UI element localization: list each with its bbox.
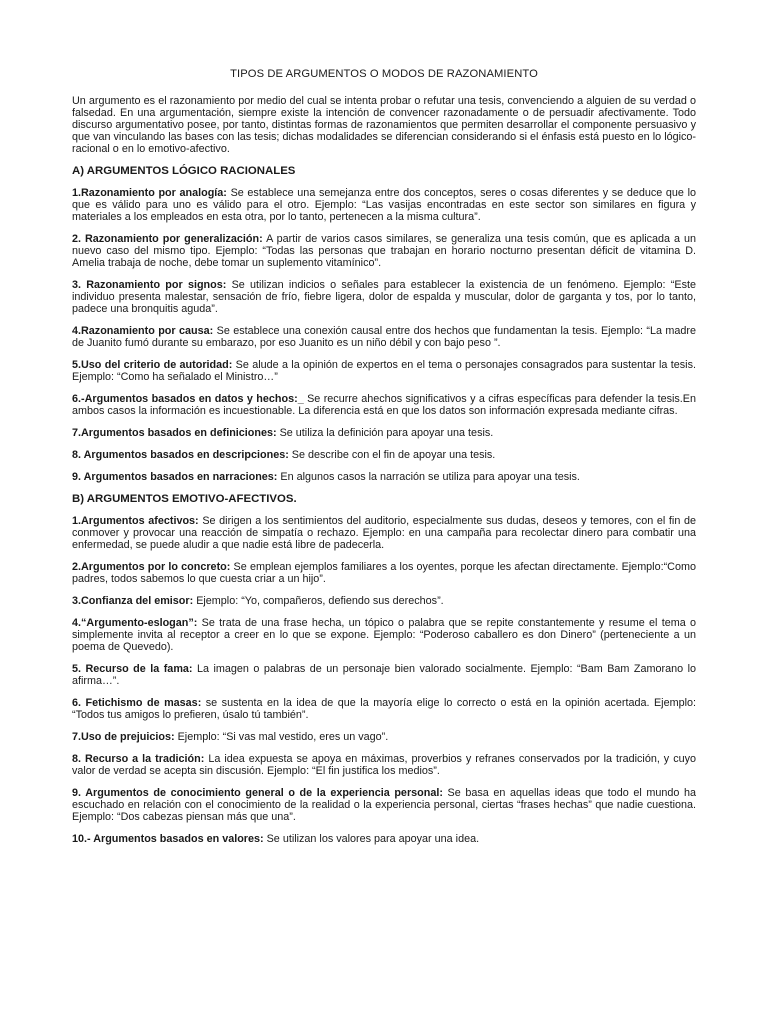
item-text: Se utiliza la definición para apoyar una tesis.	[276, 427, 494, 439]
item-text: Se alude a la opinión de expertos en el tema o personajes consagrados para sustentar la tesis. Ejemplo: “Como ha señalado el Ministro…”	[72, 359, 696, 383]
item-tradicion	[72, 753, 696, 777]
item-autoridad	[72, 359, 696, 383]
item-label: 9. Argumentos de conocimiento general o de la experiencia personal:	[72, 787, 443, 799]
item-text: Se establece una semejanza entre dos conceptos, seres o cosas diferentes y se deduce que lo que es válido para uno es válido para el otro. Ejemplo: “Las vasijas encontradas en este sector son similares en figura y materiales a los empleados en esta otra, por lo tanto, pertenecen a la misma cultura”.	[72, 187, 696, 223]
section-logico-racionales	[72, 165, 696, 483]
item-fetichismo-masas	[72, 697, 696, 721]
item-text: Se describe con el fin de apoyar una tesis.	[288, 449, 496, 461]
item-label: 2.Argumentos por lo concreto:	[72, 561, 231, 573]
item-conocimiento-general	[72, 787, 696, 823]
item-definiciones	[72, 427, 696, 439]
item-analogia	[72, 187, 696, 223]
item-label: 7.Argumentos basados en definiciones:	[72, 427, 277, 439]
item-text: Se emplean ejemplos familiares a los oyentes, porque les afectan directamente. Ejemplo:“Como padres, todos sabemos lo que cuesta criar a un hijo”.	[72, 561, 696, 585]
item-datos-hechos	[72, 393, 696, 417]
document-title: TIPOS DE ARGUMENTOS O MODOS DE RAZONAMIENTO	[230, 68, 538, 80]
item-text: Se establece una conexión causal entre dos hechos que fundamentan la tesis. Ejemplo: “La madre de Juanito fumó durante su embarazo, por eso Juanito es un niño débil y con bajo peso ”.	[72, 325, 696, 349]
item-narraciones	[72, 471, 696, 483]
item-label: 5.Uso del criterio de autoridad:	[72, 359, 233, 371]
item-prejuicios	[72, 731, 696, 743]
item-label: 3.Confianza del emisor:	[72, 595, 194, 607]
item-label: 7.Uso de prejuicios:	[72, 731, 175, 743]
item-label: 6. Fetichismo de masas:	[72, 697, 202, 709]
item-label: 10.- Argumentos basados en valores:	[72, 833, 264, 845]
item-label: 5. Recurso de la fama:	[72, 663, 193, 675]
item-text: Se recurre ahechos significativos y a cifras específicas para defender la tesis.En ambos casos la información es incuestionable. La diferencia está en que los datos son información expresada mediante cifras.	[72, 393, 696, 417]
item-label: 1.Razonamiento por analogía:	[72, 187, 227, 199]
item-text: Se utilizan indicios o señales para establecer la existencia de un fenómeno. Ejemplo: “Este individuo presenta malestar, sensación de frío, fiebre ligera, dolor de espalda y muscular, dolor de garganta y tos, por lo tanto, padece una bronquitis aguda”.	[72, 279, 697, 315]
item-text: En algunos casos la narración se utiliza para apoyar una tesis.	[277, 471, 580, 483]
section-heading-a: A) ARGUMENTOS LÓGICO RACIONALES	[72, 165, 296, 177]
item-label: 8. Argumentos basados en descripciones:	[72, 449, 289, 461]
item-text: La imagen o palabras de un personaje bien valorado socialmente. Ejemplo: “Bam Bam Zamorano lo afirma…”.	[72, 663, 696, 687]
item-causa	[72, 325, 696, 349]
section-emotivo-afectivos	[72, 493, 696, 845]
item-concreto	[72, 561, 696, 585]
item-label: 2. Razonamiento por generalización:	[72, 233, 263, 245]
item-fama	[72, 663, 696, 687]
item-label: 6.-Argumentos basados en datos y hechos:_	[72, 393, 304, 405]
item-valores	[72, 833, 696, 845]
item-label: 3. Razonamiento por signos:	[72, 279, 227, 291]
item-text: Se trata de una frase hecha, un tópico o palabra que se repite constantemente y resume el tema o simplemente invita al receptor a creer en lo que se expone. Ejemplo: “Poderoso caballero es don Dinero” (perteneciente a un poema de Quevedo).	[72, 617, 696, 653]
item-label: 8. Recurso a la tradición:	[72, 753, 205, 765]
item-label: 4.“Argumento-eslogan”:	[72, 617, 198, 629]
item-text: La idea expuesta se apoya en máximas, proverbios y refranes conservados por la tradición, y cuyo valor de verdad se acepta sin discusión. Ejemplo: “El fin justifica los medios”.	[72, 753, 696, 777]
item-text: Se dirigen a los sentimientos del auditorio, especialmente sus dudas, deseos y temores, con el fin de conmover y provocar una reacción de simpatía o rechazo. Ejemplo: en una campaña para recolectar dinero para combatir una enfermedad, se puede aludir a que nadie está libre de padecerla.	[72, 515, 696, 551]
item-label: 4.Razonamiento por causa:	[72, 325, 214, 337]
item-afectivos	[72, 515, 696, 551]
item-text: Se utilizan los valores para apoyar una idea.	[263, 833, 480, 845]
item-confianza-emisor	[72, 595, 696, 607]
item-text: Ejemplo: “Yo, compañeros, defiendo sus derechos”.	[193, 595, 444, 607]
intro-paragraph: Un argumento es el razonamiento por medio del cual se intenta probar o refutar una tesis, convenciendo a alguien de su verdad o falsedad. En una argumentación, siempre existe la intención de convencer razonadamente o de persuadir afectivamente. Todo discurso argumentativo posee, por tanto, distintas formas de razonamientos que permiten desarrollar el componente persuasivo y que van vinculando las bases con las tesis; dichas modalidades se diferencian considerando si el énfasis está puesto en lo lógico-racional o en lo emotivo-afectivo.	[72, 95, 696, 155]
item-text: Se basa en aquellas ideas que todo el mundo ha escuchado en relación con el conocimiento de la realidad o la experiencia personal, ciertas “frases hechas” que nadie cuestiona. Ejemplo: “Dos cabezas piensan más que una”.	[72, 787, 696, 823]
section-heading-b: B) ARGUMENTOS EMOTIVO-AFECTIVOS.	[72, 493, 297, 505]
item-text: A partir de varios casos similares, se generaliza una tesis común, que es aplicada a un nuevo caso del mismo tipo. Ejemplo: “Todas las personas que trabajan en horario nocturno presentan déficit de vitamina D. Amelia trabaja de noche, debe tomar un suplemento vitamínico”.	[72, 233, 696, 269]
item-signos	[72, 279, 696, 315]
item-text: Ejemplo: “Si vas mal vestido, eres un vago”.	[174, 731, 389, 743]
item-label: 1.Argumentos afectivos:	[72, 515, 199, 527]
item-generalizacion	[72, 233, 696, 269]
item-descripciones	[72, 449, 696, 461]
item-label: 9. Argumentos basados en narraciones:	[72, 471, 278, 483]
item-eslogan	[72, 617, 696, 653]
item-text: se sustenta en la idea de que la mayoría elige lo correcto o está en la opinión acertada. Ejemplo: “Todos tus amigos lo prefieren, úsalo tú también”.	[72, 697, 696, 721]
